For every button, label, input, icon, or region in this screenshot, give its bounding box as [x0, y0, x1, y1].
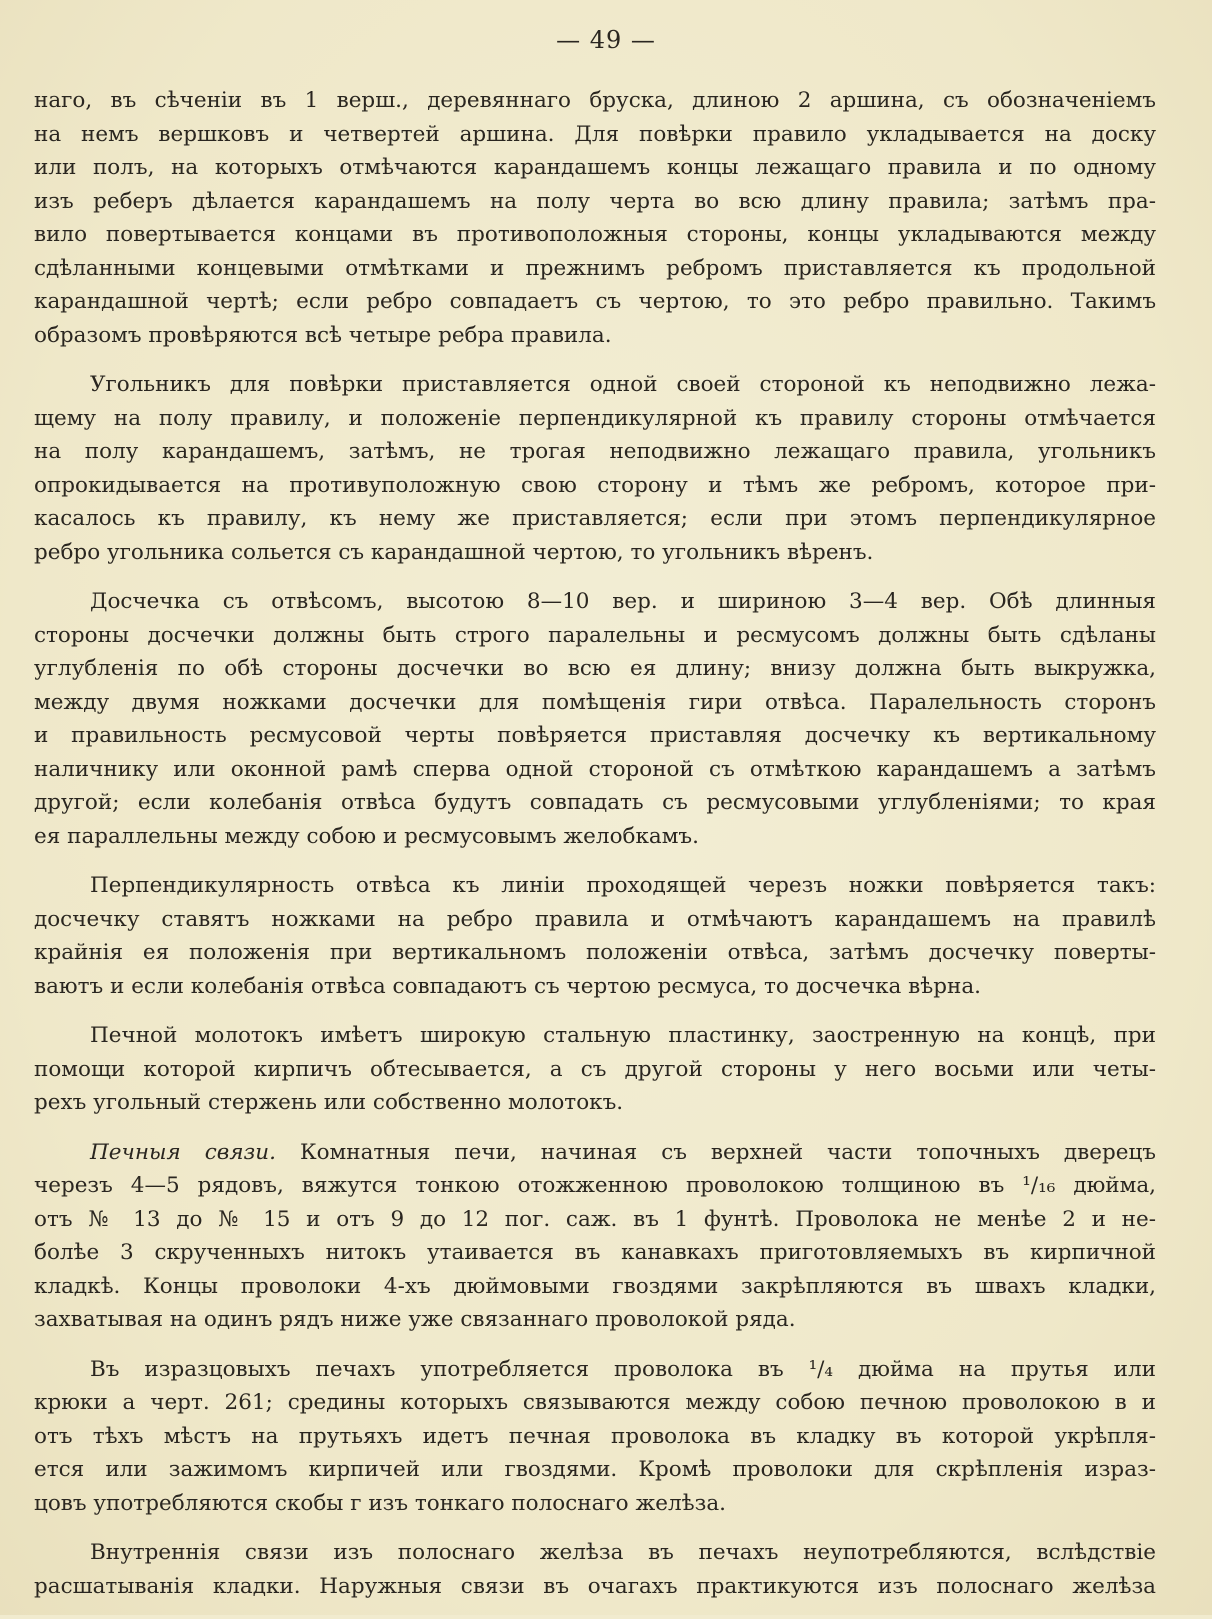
text-line: Внутреннія связи изъ полоснаго желѣза въ печахъ неупотребляются, вслѣдствіе: [90, 1540, 1156, 1565]
paragraph-stove-ties: [34, 1136, 1156, 1337]
text-line: наличнику или оконной рамѣ сперва одной стороной съ отмѣткою карандашемъ а затѣмъ: [34, 756, 1156, 782]
text-line: углубленія по обѣ стороны досчечки во всю ея длину; внизу должна быть выкружка,: [34, 656, 1156, 681]
text-line: щему на полу правилу, и положеніе перпендикулярной къ правилу стороны отмѣчается: [34, 405, 1156, 431]
text-line: стороны досчечки должны быть строго паралельны и ресмусомъ должны быть сдѣланы: [34, 622, 1156, 648]
text-line: ребро угольника сольется съ карандашной чертою, то угольникъ вѣренъ.: [34, 539, 874, 565]
text-line: другой; если колебанія отвѣса будутъ совпадать съ ресмусовыми углубленіями; то края: [34, 790, 1156, 815]
body-text: [34, 84, 1156, 1619]
text-line: цовъ употребляются скобы г изъ тонкаго полоснаго желѣза.: [34, 1490, 726, 1516]
text-line: помощи которой кирпичъ обтесывается, а съ другой стороны у него восьми или четы-: [34, 1056, 1156, 1082]
text-line: Печной молотокъ имѣетъ широкую стальную пластинку, заостренную на концѣ, при: [90, 1023, 1156, 1048]
paragraph-hammer: [34, 1019, 1156, 1120]
text-line: изъ реберъ дѣлается карандашемъ на полу черта во всю длину правила; затѣмъ пра-: [34, 188, 1156, 214]
text-line: захватывая на одинъ рядъ ниже уже связаннаго проволокой ряда.: [34, 1307, 796, 1332]
text-line: ется или зажимомъ кирпичей или гвоздями. Кромѣ проволоки для скрѣпленія израз-: [34, 1457, 1156, 1482]
text-line: Угольникъ для повѣрки приставляется одной своей стороной къ неподвижно лежа-: [90, 372, 1156, 397]
text-line: черезъ 4—5 рядовъ, вяжутся тонкою отожженною проволокою толщиною въ ¹/₁₆ дюйма,: [34, 1173, 1156, 1198]
text-line: Комнатныя печи, начиная съ верхней части топочныхъ дверецъ: [275, 1139, 1156, 1165]
paragraph-tiled-stoves: [34, 1353, 1156, 1521]
text-line: опрокидывается на противуположную свою сторону и тѣмъ же ребромъ, которое при-: [34, 472, 1156, 498]
paragraph-square: [34, 368, 1156, 569]
text-line: сдѣланными концевыми отмѣтками и прежнимъ ребромъ приставляется къ продольной: [34, 255, 1156, 281]
text-line: ваютъ и если колебанія отвѣса совпадаютъ съ чертою ресмуса, то досчечка вѣрна.: [34, 973, 981, 999]
text-line: отъ тѣхъ мѣстъ на прутьяхъ идетъ печная проволока въ кладку въ которой укрѣпля-: [34, 1423, 1156, 1449]
paragraph-plumb-board: [34, 585, 1156, 853]
text-line: рехъ угольный стержень или собственно молотокъ.: [34, 1090, 624, 1115]
text-line: ея параллельны между собою и ресмусовымъ желобкамъ.: [34, 823, 699, 849]
paragraph-internal-ties: [34, 1536, 1156, 1603]
text-line: касалось къ правилу, къ нему же приставляется; если при этомъ перпендикулярное: [34, 506, 1156, 531]
text-line: крайнія ея положенія при вертикальномъ положеніи отвѣса, затѣмъ досчечку поверты-: [34, 940, 1156, 965]
text-line: на полу карандашемъ, затѣмъ, не трогая неподвижно лежащаго правила, угольникъ: [34, 439, 1156, 464]
text-line: между двумя ножками досчечки для помѣщенія гири отвѣса. Паралельность сторонъ: [34, 689, 1156, 715]
text-line: на немъ вершковъ и четвертей аршина. Для повѣрки правило укладывается на доску: [34, 121, 1156, 147]
text-line: Въ изразцовыхъ печахъ употребляется проволока въ ¹/₄ дюйма на прутья или: [90, 1356, 1156, 1382]
text-line: болѣе 3 скрученныхъ нитокъ утаивается въ канавкахъ приготовляемыхъ въ кирпичной: [34, 1240, 1156, 1265]
text-line: кладкѣ. Концы проволоки 4-хъ дюймовыми гвоздями закрѣпляются въ швахъ кладки,: [34, 1273, 1156, 1299]
section-lead: Печныя связи.: [90, 1139, 276, 1165]
text-line: образомъ провѣряются всѣ четыре ребра правила.: [34, 322, 612, 348]
page-number: — 49 —: [556, 26, 656, 54]
paragraph-perpendicularity: [34, 869, 1156, 1003]
text-line: крюки а черт. 261; средины которыхъ связываются между собою печною проволокою в и: [34, 1390, 1156, 1415]
paragraph-ruler: [34, 84, 1156, 352]
text-line: досчечку ставятъ ножками на ребро правила и отмѣчаютъ карандашемъ на правилѣ: [34, 906, 1156, 932]
text-line: и правильность ресмусовой черты повѣряется приставляя досчечку къ вертикальному: [34, 723, 1156, 748]
text-line: отъ № 13 до № 15 и отъ 9 до 12 пог. саж. въ 1 фунтѣ. Проволока не менѣе 2 и не-: [34, 1206, 1156, 1232]
text-line: Досчечка съ отвѣсомъ, высотою 8—10 вер. и шириною 3—4 вер. Обѣ длинныя: [90, 589, 1156, 614]
text-line: Перпендикулярность отвѣса къ линіи проходящей черезъ ножки повѣряется такъ:: [90, 873, 1156, 898]
text-line: вило повертывается концами въ противоположныя стороны, концы укладываются между: [34, 222, 1156, 247]
text-line: карандашной чертѣ; если ребро совпадаетъ съ чертою, то это ребро правильно. Такимъ: [34, 289, 1156, 314]
text-line: расшатыванія кладки. Наружныя связи въ очагахъ практикуются изъ полоснаго желѣза: [34, 1573, 1156, 1599]
text-line: наго, въ сѣченіи въ 1 верш., деревяннаго бруска, длиною 2 аршина, съ обозначеніемъ: [34, 88, 1156, 113]
text-line: или полъ, на которыхъ отмѣчаются карандашемъ концы лежащаго правила и по одному: [34, 155, 1156, 180]
text-line-with-lead: [34, 1136, 1156, 1170]
